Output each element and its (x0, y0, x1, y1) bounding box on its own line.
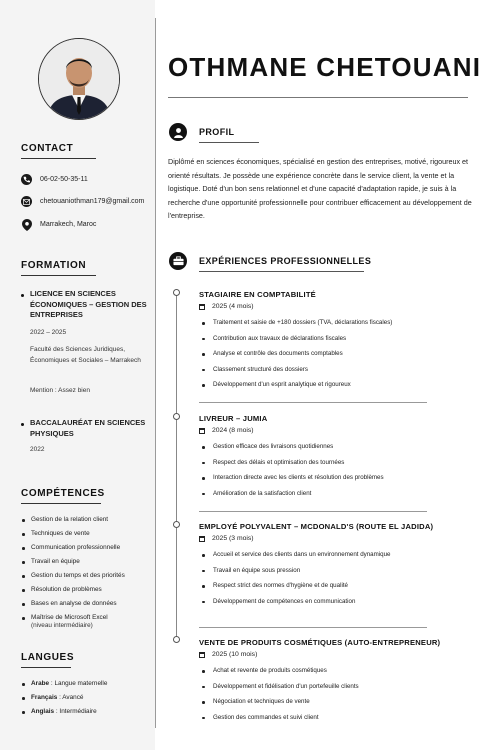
job-task: Classement structuré des dossiers (199, 362, 392, 378)
job-date (199, 535, 433, 542)
briefcase-icon (169, 252, 187, 270)
job-task: Gestion efficace des livraisons quotidiennes (199, 439, 384, 455)
language-name: Arabe (31, 680, 50, 687)
job-task: Travail en équipe sous pression (199, 563, 433, 579)
competence-item: Bases en analyse de données (21, 597, 125, 611)
timeline-dot (173, 636, 180, 643)
formation-school-1: Faculté des Sciences Juridiques, Économiques et Sociales – Marrakech (30, 346, 141, 364)
job-entry-2 (199, 414, 384, 501)
competence-item: Gestion du temps et des priorités (21, 569, 125, 583)
job-date-text: 2024 (8 mois) (212, 427, 254, 434)
timeline-dot (173, 289, 180, 296)
timeline-line (176, 292, 177, 642)
calendar-icon (199, 652, 205, 658)
job-entry-4 (199, 638, 440, 725)
job-tasks (199, 663, 440, 725)
job-task: Contribution aux travaux de déclarations fiscales (199, 331, 392, 347)
job-task: Développement et fidélisation d'un portefeuille clients (199, 679, 440, 695)
job-date-text: 2025 (3 mois) (212, 535, 254, 542)
langues-rule (21, 667, 71, 668)
job-task: Respect strict des normes d'hygiène et de qualité (199, 578, 433, 594)
job-date-text: 2025 (4 mois) (212, 303, 254, 310)
job-date-text: 2025 (10 mois) (212, 651, 258, 658)
competence-item: Résolution de problèmes (21, 583, 125, 597)
candidate-name: OTHMANE CHETOUANI (168, 52, 482, 82)
phone-icon (21, 174, 32, 185)
contact-heading: CONTACT (21, 143, 74, 154)
formation-years-1: 2022 – 2025 (30, 329, 67, 336)
contact-email-row (21, 196, 144, 207)
job-task: Développement d'un esprit analytique et rigoureux (199, 377, 392, 393)
contact-rule (21, 158, 96, 159)
experiences-rule (199, 271, 364, 272)
timeline-dot (173, 413, 180, 420)
job-entry-3 (199, 522, 433, 609)
formation-mention-1: Mention : Assez bien (30, 387, 90, 394)
language-item (21, 705, 107, 719)
job-tasks (199, 315, 392, 393)
job-tasks (199, 547, 433, 609)
job-task: Analyse et contrôle des documents comptables (199, 346, 392, 362)
job-title: STAGIAIRE EN COMPTABILITÉ (199, 290, 316, 299)
portrait-image (39, 39, 119, 119)
competence-item: Techniques de vente (21, 527, 125, 541)
job-separator (199, 627, 427, 628)
formation-degree-1: LICENCE EN SCIENCES ÉCONOMIQUES – GESTION DES ENTREPRISES (30, 289, 147, 319)
profil-rule (199, 142, 259, 143)
job-task: Traitement et saisie de +180 dossiers (TVA, déclarations fiscales) (199, 315, 392, 331)
job-date (199, 427, 384, 434)
job-task: Négociation et techniques de vente (199, 694, 440, 710)
job-tasks (199, 439, 384, 501)
formation-bullet-1 (21, 294, 24, 297)
calendar-icon (199, 536, 205, 542)
contact-phone[interactable]: 06-02-50-35-11 (40, 176, 88, 183)
competences-list (21, 513, 125, 625)
user-icon (169, 123, 187, 141)
job-date (199, 303, 392, 310)
job-task: Développement de compétences en communication (199, 594, 433, 610)
langues-heading: LANGUES (21, 652, 75, 663)
vertical-divider (155, 18, 156, 728)
contact-email[interactable]: chetouaniothman179@gmail.com (40, 198, 145, 205)
job-task: Interaction directe avec les clients et résolution des problèmes (199, 470, 384, 486)
job-title: LIVREUR – JUMIA (199, 414, 268, 423)
competence-item: Maîtrise de Microsoft Excel (21, 611, 125, 625)
calendar-icon (199, 428, 205, 434)
language-level: : Avancé (57, 694, 84, 701)
language-item (21, 691, 107, 705)
formation-rule (21, 275, 96, 276)
formation-years-2: 2022 (30, 446, 45, 453)
language-name: Français (31, 694, 58, 701)
formation-heading: FORMATION (21, 260, 87, 271)
contact-phone-row (21, 174, 88, 185)
timeline-dot (173, 521, 180, 528)
competences-heading: COMPÉTENCES (21, 488, 105, 499)
language-level: : Intermédiaire (54, 708, 97, 715)
formation-degree-2: BACCALAURÉAT EN SCIENCES PHYSIQUES (30, 418, 146, 438)
location-pin-icon (21, 219, 32, 230)
profile-photo (38, 38, 120, 120)
job-title: EMPLOYÉ POLYVALENT – MCDONALD'S (ROUTE EL JADIDA) (199, 522, 434, 531)
language-item (21, 677, 107, 691)
job-date (199, 651, 440, 658)
profil-text: Diplômé en sciences économiques, spécialisé en gestion des entreprises, motivé, rigoureux et orienté résultats. Je possède une expérience concrète dans le service client, la vente et la logistique. Doté d'un bon sens relationnel et d'une capacité d'adaptation rapide, je suis à la recherche d'une opportunité professionnelle pour contribuer efficacement au développement de l'entreprise. (168, 157, 472, 221)
contact-location: Marrakech, Maroc (40, 221, 97, 228)
name-rule (168, 97, 468, 98)
experiences-heading: EXPÉRIENCES PROFESSIONNELLES (199, 256, 372, 266)
profil-heading: PROFIL (199, 127, 235, 137)
job-task: Amélioration de la satisfaction client (199, 486, 384, 502)
job-title: VENTE DE PRODUITS COSMÉTIQUES (AUTO-ENTREPRENEUR) (199, 638, 441, 647)
job-entry-1 (199, 290, 392, 393)
competence-item: Travail en équipe (21, 555, 125, 569)
competence-item: Communication professionnelle (21, 541, 125, 555)
job-task: Accueil et service des clients dans un environnement dynamique (199, 547, 433, 563)
competence-item-note: (niveau intermédiaire) (31, 622, 93, 629)
job-task: Achat et revente de produits cosmétiques (199, 663, 440, 679)
competence-item: Gestion de la relation client (21, 513, 125, 527)
contact-location-row (21, 219, 96, 230)
job-task: Gestion des commandes et suivi client (199, 710, 440, 726)
language-level: : Langue maternelle (49, 680, 108, 687)
formation-bullet-2 (21, 423, 24, 426)
job-separator (199, 402, 427, 403)
job-task: Respect des délais et optimisation des tournées (199, 455, 384, 471)
competences-rule (21, 503, 101, 504)
job-separator (199, 511, 427, 512)
email-icon (21, 196, 32, 207)
langues-list (21, 677, 107, 719)
language-name: Anglais (31, 708, 55, 715)
calendar-icon (199, 304, 205, 310)
